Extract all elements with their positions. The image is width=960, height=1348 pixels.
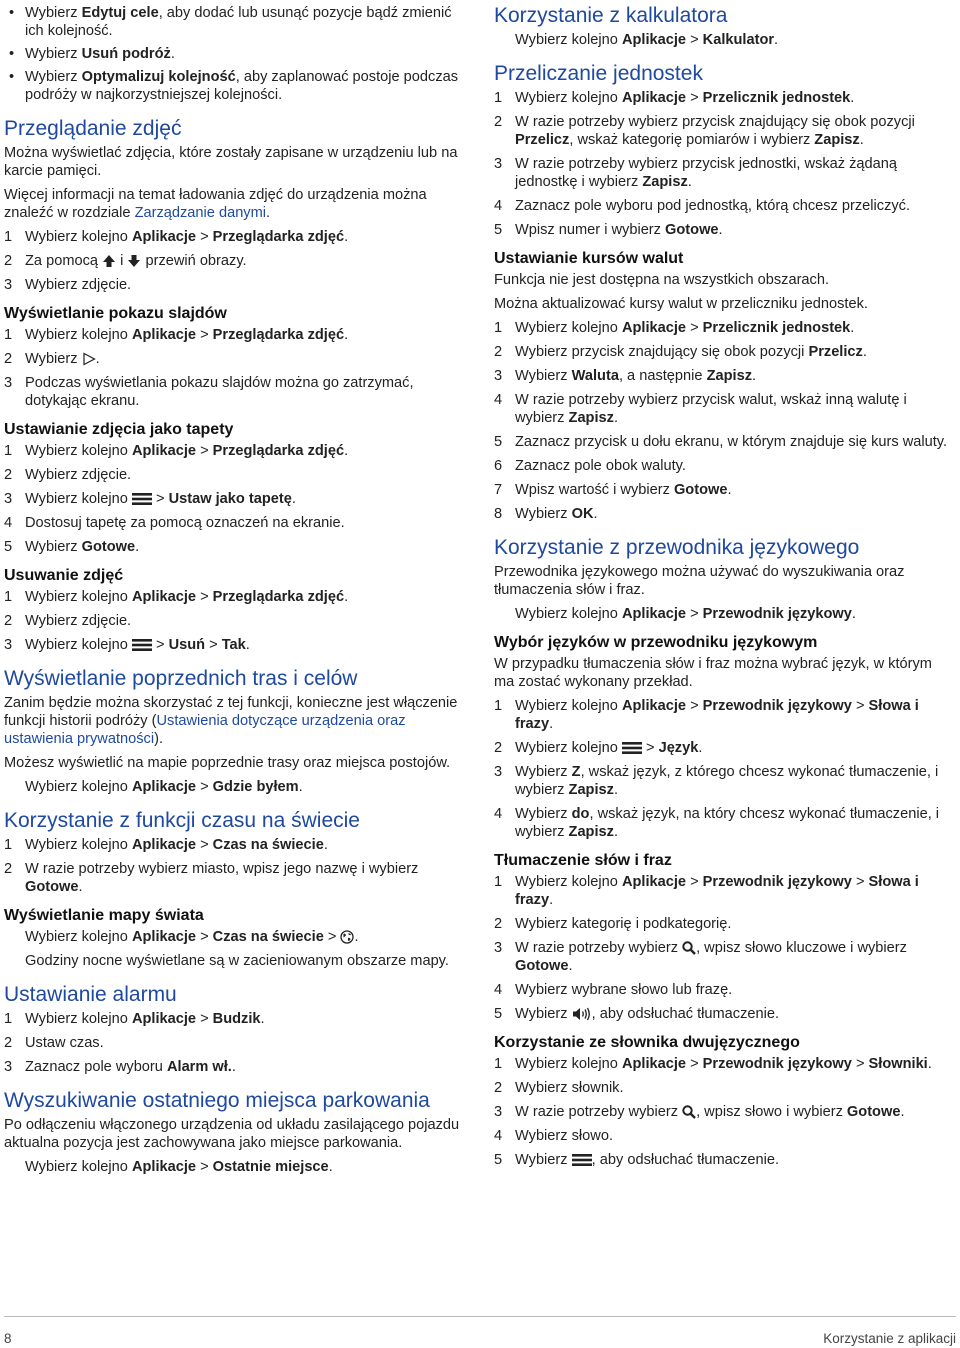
step: 3 Wybierz zdjęcie. <box>4 277 132 293</box>
step: 4 Wybierz do, wskaż język, na który chcesz wykonać tłumaczenie, i wybierz Zapisz. <box>494 806 940 840</box>
footer-divider <box>4 1316 956 1317</box>
step: 1 Wybierz kolejno Aplikacje > Przeglądarka zdjęć. <box>4 327 349 343</box>
left-column <box>4 4 466 1182</box>
link-data-management[interactable]: Zarządzanie danymi <box>134 205 267 221</box>
step: 1 Wybierz kolejno Aplikacje > Przeglądarka zdjęć. <box>4 589 349 605</box>
step: 3 Zaznacz pole wyboru Alarm wł.. <box>4 1059 236 1075</box>
step: 8 Wybierz OK. <box>494 506 598 522</box>
step: 5 Wybierz , aby odsłuchać tłumaczenie. <box>494 1006 780 1022</box>
step: 2 W razie potrzeby wybierz przycisk znajdujący się obok pozycji Przelicz, wskaż kategorię pomiarów i wybierz Zapisz. <box>494 114 915 148</box>
step: 2 Wybierz zdjęcie. <box>4 467 132 483</box>
search-icon <box>682 941 696 955</box>
heading-photo-viewer: Przeglądanie zdjęć <box>4 117 182 140</box>
step: 3 W razie potrzeby wybierz przycisk jednostki, wskaż żądaną jednostkę i wybierz Zapisz. <box>494 156 898 190</box>
instruction: Wybierz kolejno Aplikacje > Ostatnie miejsce. <box>25 1159 333 1175</box>
step: 1 Wybierz kolejno Aplikacje > Przewodnik językowy > Słowniki. <box>494 1056 932 1072</box>
page-number: 8 <box>4 1331 12 1346</box>
step: 1 Wybierz kolejno Aplikacje > Budzik. <box>4 1011 265 1027</box>
search-icon <box>682 1105 696 1119</box>
step: 4 W razie potrzeby wybierz przycisk walut, wskaż inną walutę i wybierz Zapisz. <box>494 392 907 426</box>
step: 3 W razie potrzeby wybierz , wpisz słowo i wybierz Gotowe. <box>494 1104 905 1120</box>
step: 3 W razie potrzeby wybierz , wpisz słowo kluczowe i wybierz Gotowe. <box>494 940 907 974</box>
menu-icon <box>572 1153 592 1167</box>
paragraph: Funkcja nie jest dostępna na wszystkich obszarach. <box>494 272 830 288</box>
step: 1 Wybierz kolejno Aplikacje > Przewodnik językowy > Słowa i frazy. <box>494 698 919 732</box>
list-item: • Wybierz Edytuj cele, aby dodać lub usunąć pozycje bądź zmienić ich kolejność. <box>4 4 466 40</box>
step: 3 Podczas wyświetlania pokazu slajdów można go zatrzymać, dotykając ekranu. <box>4 375 414 409</box>
arrow-up-icon <box>102 254 116 268</box>
instruction: Wybierz kolejno Aplikacje > Kalkulator. <box>515 32 779 48</box>
step: 3 Wybierz Waluta, a następnie Zapisz. <box>494 368 757 384</box>
step: 3 Wybierz kolejno > Ustaw jako tapetę. <box>4 491 296 507</box>
menu-icon <box>132 492 152 506</box>
paragraph: Godziny nocne wyświetlane są w zacieniowanym obszarze mapy. <box>25 953 449 969</box>
step: 1 Wybierz kolejno Aplikacje > Czas na świecie. <box>4 837 328 853</box>
right-column <box>494 4 956 1175</box>
menu-icon <box>622 741 642 755</box>
step: 7 Wpisz wartość i wybierz Gotowe. <box>494 482 732 498</box>
heading-parking: Wyszukiwanie ostatniego miejsca parkowania <box>4 1089 430 1112</box>
paragraph: Przewodnika językowego można używać do wyszukiwania oraz tłumaczenia słów i fraz. <box>494 564 905 598</box>
step: 5 Wpisz numer i wybierz Gotowe. <box>494 222 723 238</box>
arrow-down-icon <box>127 254 141 268</box>
step: 2 Wybierz słownik. <box>494 1080 624 1096</box>
step: 4 Wybierz słowo. <box>494 1128 613 1144</box>
step: 2 Wybierz zdjęcie. <box>4 613 132 629</box>
instruction: Wybierz kolejno Aplikacje > Gdzie byłem. <box>25 779 303 795</box>
link-device-settings[interactable]: Ustawienia dotyczące urządzenia oraz ustawienia prywatności <box>4 713 406 747</box>
step: 1 Wybierz kolejno Aplikacje > Przeglądarka zdjęć. <box>4 443 349 459</box>
step: 6 Zaznacz pole obok waluty. <box>494 458 686 474</box>
paragraph: Zanim będzie można skorzystać z tej funkcji, konieczne jest włączenie funkcji historii podróży (Ustawienia dotyczące urządzenia oraz ustawienia prywatności). <box>4 695 458 747</box>
heading-slideshow: Wyświetlanie pokazu slajdów <box>4 305 227 322</box>
paragraph: Można wyświetlać zdjęcia, które zostały zapisane w urządzeniu lub na karcie pamięci. <box>4 145 458 179</box>
paragraph: Możesz wyświetlić na mapie poprzednie trasy oraz miejsca postojów. <box>4 755 451 771</box>
play-icon <box>82 352 96 366</box>
heading-delete-photos: Usuwanie zdjęć <box>4 567 124 584</box>
step: 2 Wybierz przycisk znajdujący się obok pozycji Przelicz. <box>494 344 867 360</box>
heading-world-map: Wyświetlanie mapy świata <box>4 907 204 924</box>
instruction: Wybierz kolejno Aplikacje > Przewodnik językowy. <box>515 606 856 622</box>
step: 5 Wybierz , aby odsłuchać tłumaczenie. <box>494 1152 780 1168</box>
step: 5 Wybierz Gotowe. <box>4 539 140 555</box>
step: 2 Wybierz kategorię i podkategorię. <box>494 916 732 932</box>
heading-alarm: Ustawianie alarmu <box>4 983 177 1006</box>
step: 2 Wybierz kolejno > Język. <box>494 740 703 756</box>
heading-select-languages: Wybór języków w przewodniku językowym <box>494 634 818 651</box>
step: 1 Wybierz kolejno Aplikacje > Przewodnik językowy > Słowa i frazy. <box>494 874 919 908</box>
step: 4 Dostosuj tapetę za pomocą oznaczeń na ekranie. <box>4 515 345 531</box>
heading-translate: Tłumaczenie słów i fraz <box>494 852 672 869</box>
step: 2 Za pomocą i przewiń obrazy. <box>4 253 247 269</box>
heading-language-guide: Korzystanie z przewodnika językowego <box>494 536 860 559</box>
paragraph: Po odłączeniu włączonego urządzenia od układu zasilającego pojazdu aktualna pozycja jest zachowywana jako miejsce parkowania. <box>4 1117 460 1151</box>
step: 5 Zaznacz przycisk u dołu ekranu, w którym znajduje się kurs waluty. <box>494 434 948 450</box>
heading-calculator: Korzystanie z kalkulatora <box>494 4 728 27</box>
paragraph: Można aktualizować kursy walut w przeliczniku jednostek. <box>494 296 868 312</box>
list-item: • Wybierz Optymalizuj kolejność, aby zaplanować postoje podczas podróży w najkorzystniejszej kolejności. <box>4 68 466 104</box>
step: 1 Wybierz kolejno Aplikacje > Przelicznik jednostek. <box>494 90 855 106</box>
heading-world-clock: Korzystanie z funkcji czasu na świecie <box>4 809 360 832</box>
step: 2 Wybierz . <box>4 351 100 367</box>
footer-section-title: Korzystanie z aplikacji <box>823 1331 956 1346</box>
heading-currency-rates: Ustawianie kursów walut <box>494 250 684 267</box>
step: 4 Wybierz wybrane słowo lub frazę. <box>494 982 733 998</box>
step: 1 Wybierz kolejno Aplikacje > Przeglądarka zdjęć. <box>4 229 349 245</box>
speaker-icon <box>572 1007 592 1021</box>
step: 1 Wybierz kolejno Aplikacje > Przelicznik jednostek. <box>494 320 855 336</box>
heading-unit-converter: Przeliczanie jednostek <box>494 62 703 85</box>
list-item: • Wybierz Usuń podróż. <box>4 45 466 63</box>
instruction: Wybierz kolejno Aplikacje > Czas na świecie > . <box>25 929 359 945</box>
step: 2 Ustaw czas. <box>4 1035 104 1051</box>
step: 3 Wybierz kolejno > Usuń > Tak. <box>4 637 250 653</box>
globe-icon <box>340 930 354 944</box>
heading-dictionary: Korzystanie ze słownika dwujęzycznego <box>494 1034 800 1051</box>
step: 2 W razie potrzeby wybierz miasto, wpisz jego nazwę i wybierz Gotowe. <box>4 861 419 895</box>
trip-options-list <box>4 4 466 104</box>
heading-wallpaper: Ustawianie zdjęcia jako tapety <box>4 421 234 438</box>
menu-icon <box>132 638 152 652</box>
paragraph: W przypadku tłumaczenia słów i fraz można wybrać język, w którym ma zostać wykonany przekład. <box>494 656 932 690</box>
step: 4 Zaznacz pole wyboru pod jednostką, którą chcesz przeliczyć. <box>494 198 911 214</box>
paragraph: Więcej informacji na temat ładowania zdjęć do urządzenia można znaleźć w rozdziale Zarządzanie danymi. <box>4 187 427 221</box>
step: 3 Wybierz Z, wskaż język, z którego chcesz wykonać tłumaczenie, i wybierz Zapisz. <box>494 764 939 798</box>
heading-history: Wyświetlanie poprzednich tras i celów <box>4 667 358 690</box>
